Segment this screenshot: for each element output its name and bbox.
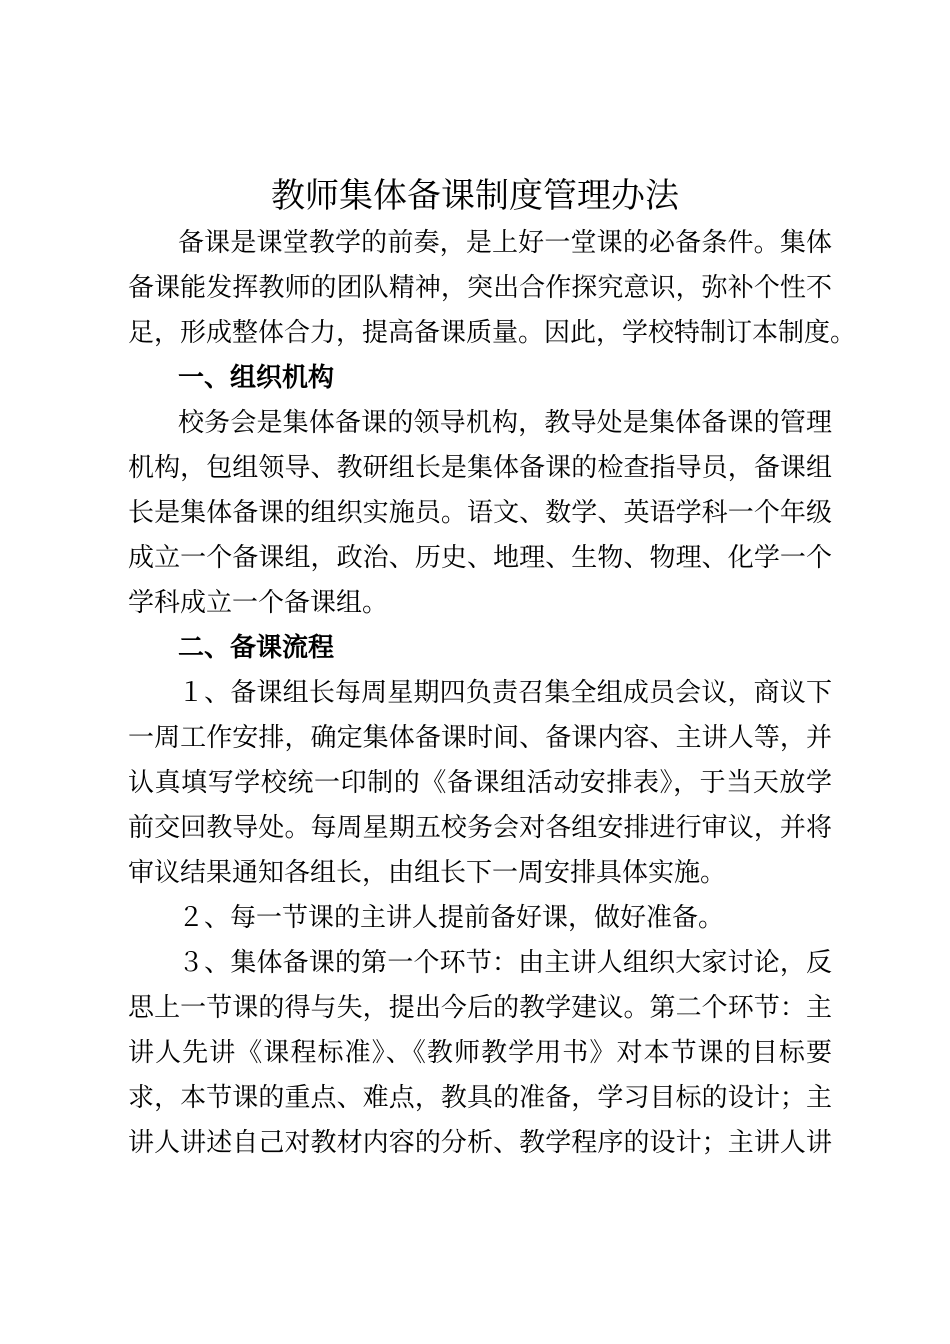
item2-line-1: ２、每一节课的主讲人提前备好课，做好准备。 (178, 903, 725, 933)
section1-line-2: 机构，包组领导、教研组长是集体备课的检查指导员，备课组 (128, 453, 832, 483)
intro-line-1: 备课是课堂教学的前奏，是上好一堂课的必备条件。集体 (178, 228, 832, 258)
item1-line-1: １、备课组长每周星期四负责召集全组成员会议，商议下 (178, 678, 832, 708)
section1-line-5: 学科成立一个备课组。 (128, 588, 389, 618)
document-title: 教师集体备课制度管理办法 (271, 176, 679, 216)
section1-line-1: 校务会是集体备课的领导机构，教导处是集体备课的管理 (178, 408, 832, 438)
section1-line-4: 成立一个备课组，政治、历史、地理、生物、物理、化学一个 (128, 543, 832, 573)
intro-line-3: 足，形成整体合力，提高备课质量。因此，学校特制订本制度。 (128, 318, 857, 348)
section-heading-process: 二、备课流程 (178, 633, 335, 663)
intro-line-2: 备课能发挥教师的团队精神，突出合作探究意识，弥补个性不 (128, 273, 832, 303)
item3-line-1: ３、集体备课的第一个环节：由主讲人组织大家讨论，反 (178, 948, 832, 978)
item1-line-4: 前交回教导处。每周星期五校务会对各组安排进行审议，并将 (128, 813, 832, 843)
item3-line-4: 求，本节课的重点、难点，教具的准备，学习目标的设计；主 (128, 1083, 832, 1113)
item1-line-3: 认真填写学校统一印制的《备课组活动安排表》，于当天放学 (128, 768, 832, 798)
item1-line-5: 审议结果通知各组长，由组长下一周安排具体实施。 (128, 858, 727, 888)
item3-line-5: 讲人讲述自己对教材内容的分析、教学程序的设计；主讲人讲 (128, 1128, 832, 1158)
item3-line-2: 思上一节课的得与失，提出今后的教学建议。第二个环节：主 (128, 993, 832, 1023)
section1-line-3: 长是集体备课的组织实施员。语文、数学、英语学科一个年级 (128, 498, 832, 528)
item3-line-3: 讲人先讲《课程标准》、《教师教学用书》对本节课的目标要 (128, 1038, 832, 1068)
item1-line-2: 一周工作安排，确定集体备课时间、备课内容、主讲人等，并 (128, 723, 832, 753)
section-heading-organization: 一、组织机构 (178, 363, 335, 393)
